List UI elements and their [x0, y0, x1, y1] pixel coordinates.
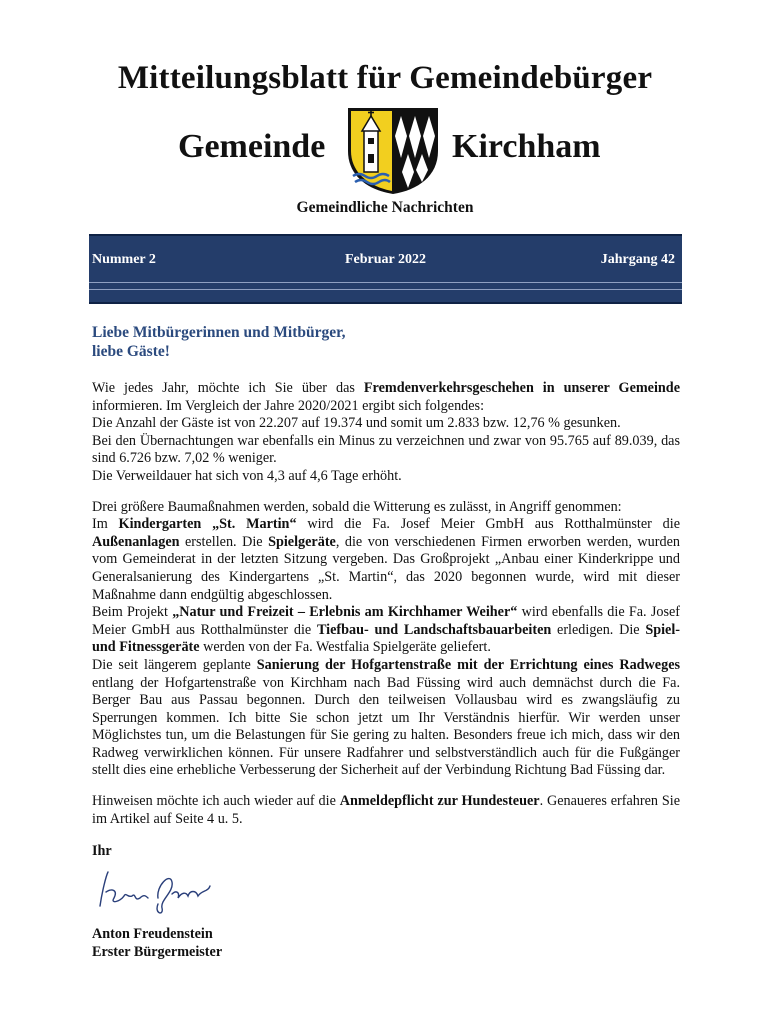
text: Drei größere Baumaßnahmen werden, sobald die Witterung es zulässt, in Angriff genommen: — [92, 498, 622, 515]
bold-text: Tiefbau- und Landschaftsbauarbeiten — [316, 621, 552, 638]
bold-text: Spiel- und Fitnessgeräte — [92, 621, 681, 656]
bold-text: Sanierung der Hofgartenstraße mit der Errichtung eines Radweges — [256, 656, 681, 673]
letter-body — [92, 380, 680, 828]
text: Hinweisen möchte ich auch wieder auf die — [92, 793, 340, 810]
bold-text: Spielgeräte — [268, 533, 336, 550]
greeting-line: liebe Gäste! — [92, 343, 170, 360]
signer-title: Erster Bürgermeister — [92, 944, 223, 960]
gemeinde-label: Gemeinde — [178, 128, 326, 165]
signer-name: Anton Freudenstein — [92, 926, 213, 942]
bold-text: Fremdenverkehrsgeschehen in unserer Gemeinde — [363, 380, 680, 396]
bold-text: „Natur und Freizeit – Erlebnis am Kirchhamer Weiher“ — [172, 604, 518, 621]
text: Die Anzahl der Gäste ist von 22.207 auf 19.374 und somit um 2.833 bzw. 12,76 % gesunken. — [92, 415, 621, 432]
subtitle: Gemeindliche Nachrichten — [296, 199, 474, 216]
text: wird ebenfalls die Fa. Josef Meier GmbH aus Rotthalmünster die — [92, 604, 680, 638]
paragraph-dog-tax — [92, 793, 680, 828]
text: , die von verschiedenen Firmen erworben werden, wurden vom Gemeinderat in der letzten Sitzung vergeben. Das Großprojekt „Anbau einer Kinderkrippe und Generalsanierung des Kindergartens „St. Martin“, das 2020 begonnen wurde, wird mit dieser Maßnahme dann endgültig abgeschlossen. — [92, 533, 680, 603]
kirchham-label: Kirchham — [452, 128, 601, 165]
municipality-header — [0, 104, 770, 196]
text: wird die Fa. Josef Meier GmbH aus Rotthalmünster die — [296, 516, 681, 533]
banner-divider — [89, 282, 682, 283]
text: Beim Projekt — [92, 604, 173, 621]
text: erledigen. Die — [551, 621, 646, 638]
greeting-line: Liebe Mitbürgerinnen und Mitbürger, — [92, 324, 346, 341]
text: . Genaueres erfahren Sie im Artikel auf Seite 4 u. 5. — [92, 793, 680, 827]
issue-number: Nummer 2 — [92, 252, 156, 267]
text: Wie jedes Jahr, möchte ich Sie über das — [92, 380, 364, 396]
greeting — [92, 323, 345, 361]
issue-year: Jahrgang 42 — [600, 252, 675, 267]
signer-block — [92, 925, 222, 961]
bold-text: Kindergarten „St. Martin“ — [118, 516, 297, 533]
text: Bei den Übernachtungen war ebenfalls ein Minus zu verzeichnen und zwar von 95.765 auf 89.039, das sind 6.726 bzw. 7,02 % weniger. — [92, 432, 680, 467]
page-title: Mitteilungsblatt für Gemeindebürger — [117, 60, 653, 96]
coat-of-arms-icon — [343, 106, 443, 196]
text: werden von der Fa. Westfalia Spielgeräte geliefert. — [199, 639, 491, 656]
text: entlang der Hofgartenstraße von Kirchham nach Bad Füssing wird auch demnächst durch die Fa. Berger Bau aus Passau begonnen. Durch den teilweisen Vollausbau wird es zwangsläufig zu Sperrungen kommen. Ich bitte Sie schon jetzt um Ihr Verständnis hierfür. Wir werden unser Möglichstes tun, um die Belastungen für Sie gering zu halten. Besonders freue ich mich, dass wir den Radweg verwirklichen können. Für unsere Radfahrer und selbstverständlich auch für die Fußgänger stellt dies eine erhebliche Verbesserung der Sicherheit auf der Verbindung Richtung Bad Füssing dar. — [92, 674, 680, 779]
bold-text: Anmeldepflicht zur Hundesteuer — [339, 793, 540, 810]
banner-divider — [89, 289, 682, 290]
text: Im — [92, 516, 119, 533]
text: Die seit längerem geplante — [92, 656, 257, 673]
issue-date: Februar 2022 — [344, 252, 426, 267]
closing: Ihr — [92, 843, 112, 859]
handwritten-signature-icon — [96, 862, 236, 918]
paragraph-construction — [92, 499, 680, 781]
issue-banner — [89, 234, 682, 304]
text: Die Verweildauer hat sich von 4,3 auf 4,6 Tage erhöht. — [92, 467, 402, 484]
text: informieren. Im Vergleich der Jahre 2020/2021 ergibt sich folgendes: — [92, 397, 485, 414]
paragraph-tourism — [92, 380, 680, 486]
bold-text: Außenanlagen — [92, 533, 180, 550]
text: erstellen. Die — [179, 533, 269, 550]
